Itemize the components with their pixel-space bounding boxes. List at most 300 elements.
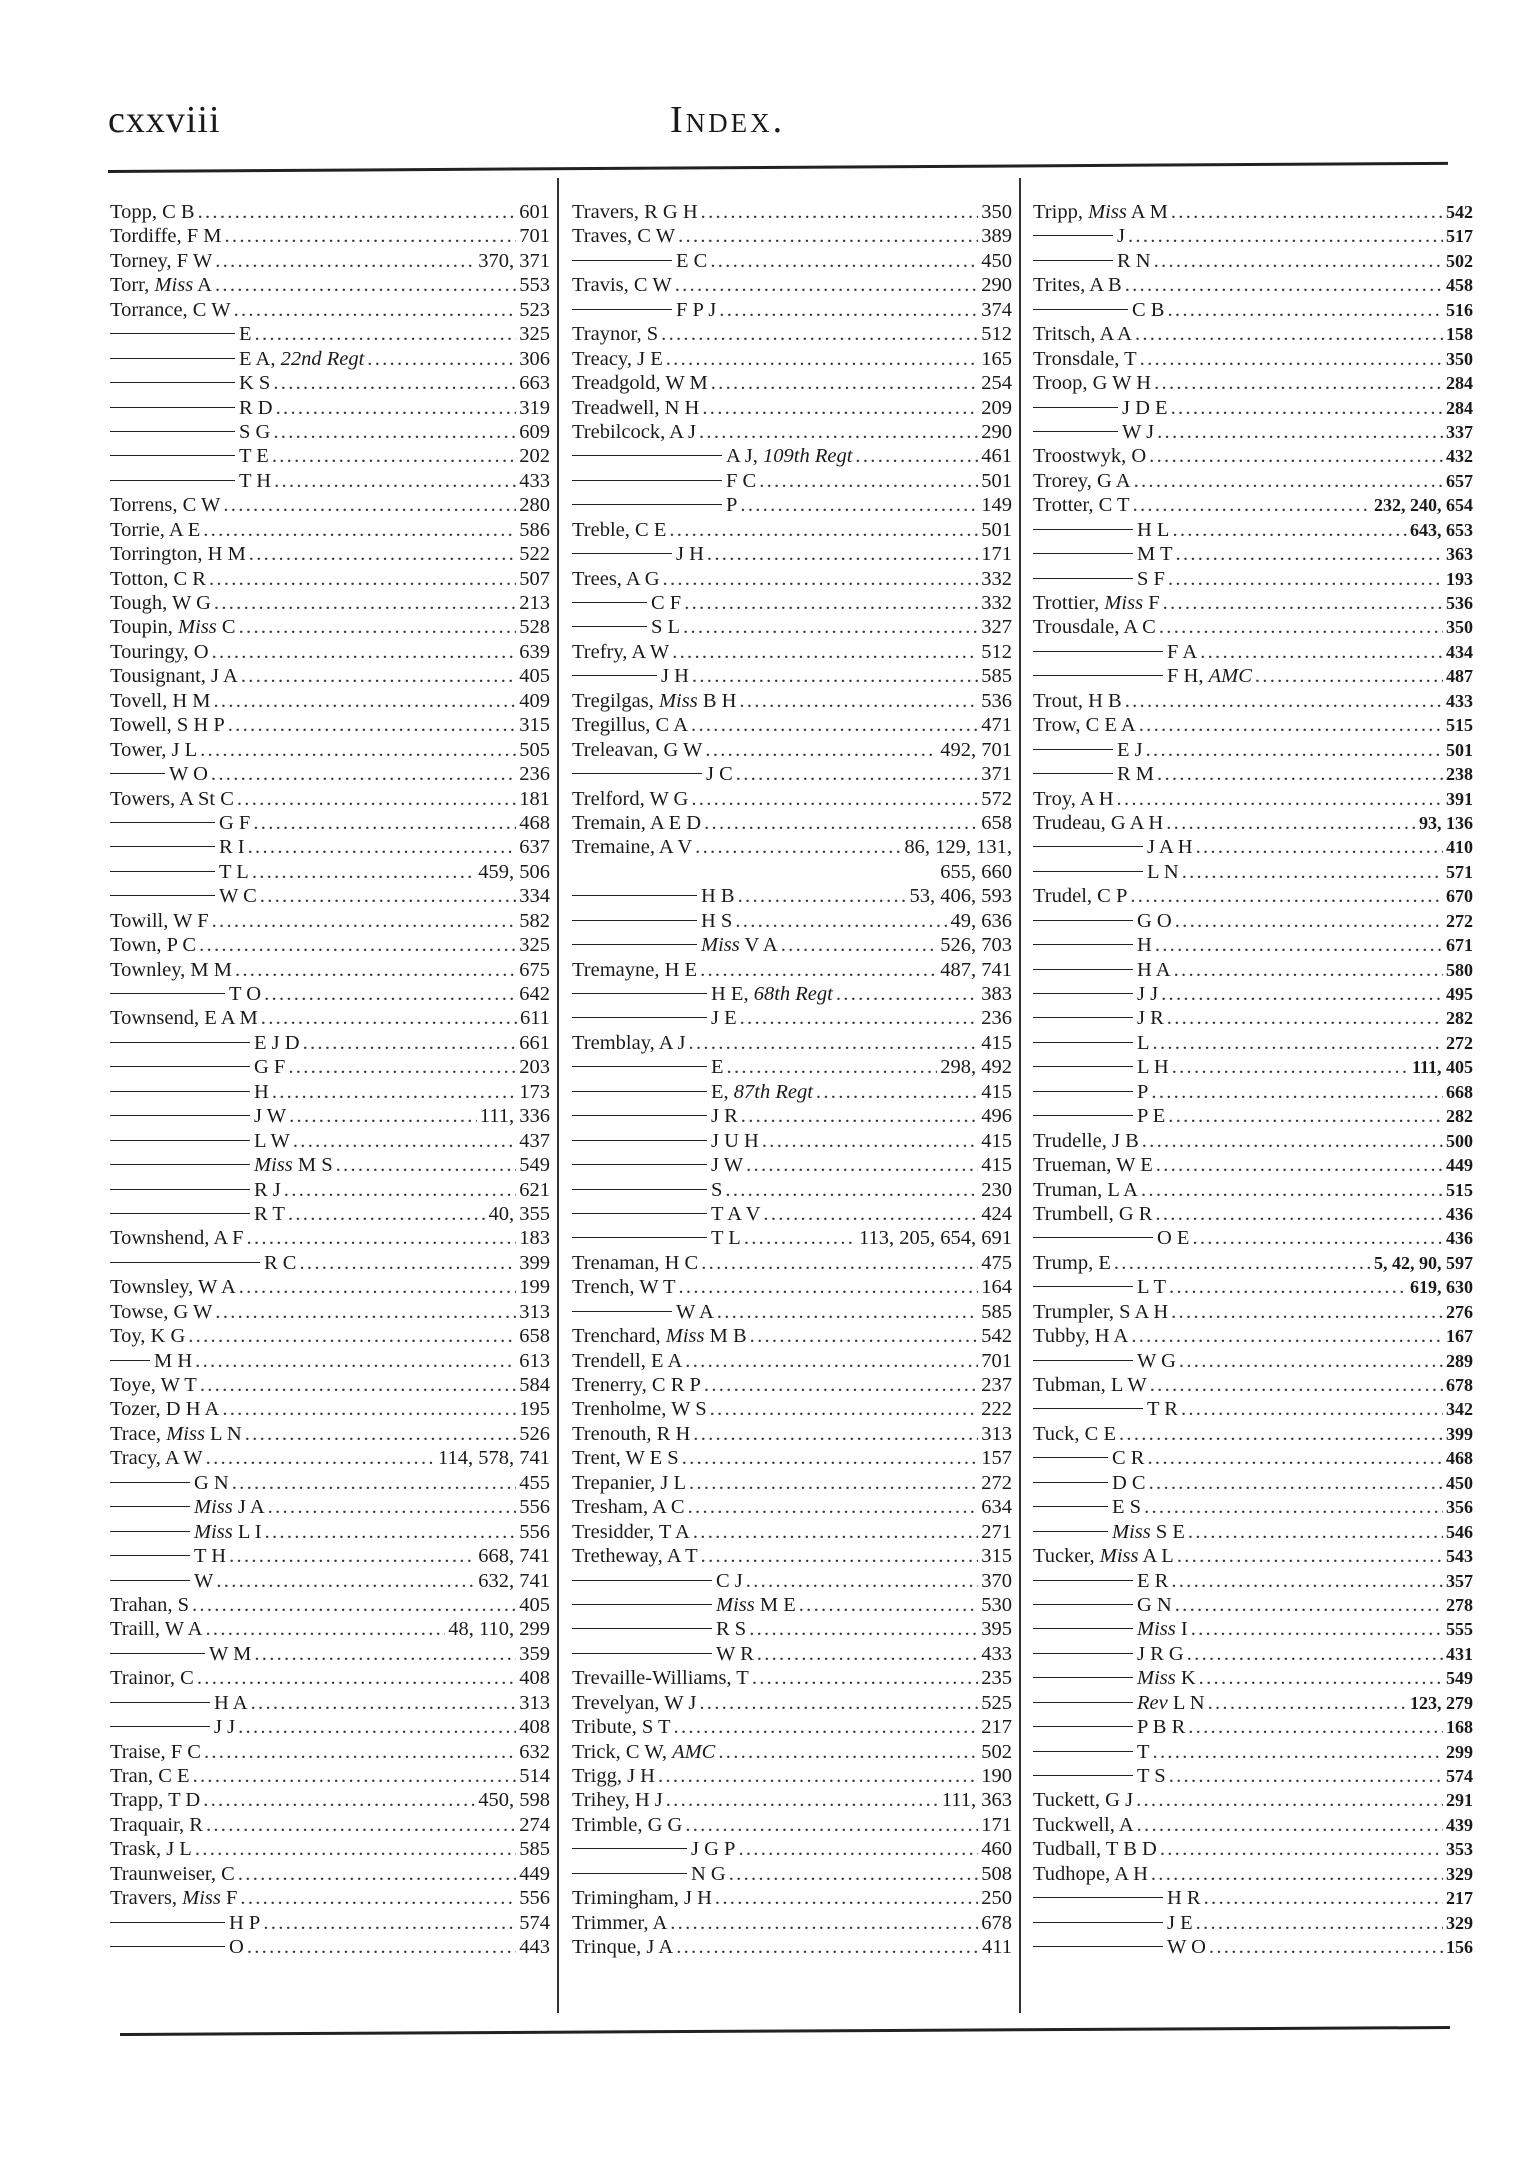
index-entry-name: Treadwell, N H xyxy=(572,396,700,419)
index-entry xyxy=(572,1911,1012,1935)
index-entry-name: J U H xyxy=(711,1129,759,1152)
index-entry-pages: 632 xyxy=(519,1740,550,1763)
leader-dots xyxy=(247,1935,516,1959)
index-entry xyxy=(572,1520,1012,1544)
index-entry-pages: 199 xyxy=(519,1276,550,1299)
index-entry-name: H xyxy=(254,1080,269,1103)
index-entry-pages: 678 xyxy=(981,1911,1012,1934)
index-entry xyxy=(1033,664,1473,688)
index-entry-pages: 329 xyxy=(1446,1912,1473,1933)
leader-dots xyxy=(746,1569,978,1593)
index-entry-name: T R xyxy=(1147,1398,1178,1421)
index-entry-pages: 487, 741 xyxy=(940,958,1012,981)
leader-dots xyxy=(238,1715,516,1739)
ditto-rule xyxy=(1033,1775,1133,1776)
index-entry xyxy=(572,982,1012,1006)
index-entry xyxy=(572,1006,1012,1030)
leader-dots xyxy=(1154,249,1443,273)
index-entry-name: T H xyxy=(194,1545,227,1568)
index-entry-pages: 701 xyxy=(519,225,550,248)
index-entry-name: G F xyxy=(254,1056,286,1079)
leader-dots xyxy=(1163,591,1443,615)
leader-dots xyxy=(1125,689,1443,713)
index-entry-pages: 580 xyxy=(1446,959,1473,980)
leader-dots xyxy=(759,469,978,493)
index-entry xyxy=(110,933,550,957)
index-entry xyxy=(572,249,1012,273)
leader-dots xyxy=(264,982,516,1006)
index-entry-pages: 543 xyxy=(1446,1546,1473,1567)
index-entry xyxy=(1033,1080,1473,1104)
index-entry xyxy=(1033,1911,1473,1935)
index-column-3 xyxy=(1033,200,1473,1960)
index-entry-pages: 173 xyxy=(519,1080,550,1103)
index-entry-pages: 250 xyxy=(981,1887,1012,1910)
leader-dots xyxy=(700,958,937,982)
ditto-rule xyxy=(572,1115,707,1116)
index-entry-pages: 443 xyxy=(519,1936,550,1959)
index-entry-pages: 475 xyxy=(981,1251,1012,1274)
index-entry-pages: 272 xyxy=(1446,1032,1473,1053)
leader-dots xyxy=(203,518,516,542)
leader-dots xyxy=(1130,884,1443,908)
index-entry xyxy=(110,1544,550,1568)
index-entry-name: O xyxy=(229,1936,244,1959)
index-entry-pages: 512 xyxy=(981,323,1012,346)
index-column-1 xyxy=(110,200,550,1960)
index-entry-pages: 235 xyxy=(981,1667,1012,1690)
index-entry-name: H xyxy=(1137,934,1152,957)
index-entry-name: T H xyxy=(239,469,272,492)
index-entry-pages: 574 xyxy=(519,1911,550,1934)
index-entry-pages: 415 xyxy=(981,1129,1012,1152)
leader-dots xyxy=(685,1349,978,1373)
index-entry-name: Trapp, T D xyxy=(110,1789,201,1812)
leader-dots xyxy=(692,664,978,688)
index-entry-pages: 383 xyxy=(981,983,1012,1005)
index-entry-pages: 502 xyxy=(981,1740,1012,1763)
ditto-rule xyxy=(1033,1702,1133,1703)
ditto-rule xyxy=(1033,1897,1163,1898)
index-entry-name: Tremblay, A J xyxy=(572,1031,686,1054)
ditto-rule xyxy=(572,920,697,921)
index-entry-name: Towse, G W xyxy=(110,1300,213,1323)
index-entry-name: J A H xyxy=(1147,836,1193,859)
index-entry-name: Tovell, H M xyxy=(110,689,211,712)
index-entry-name: F P J xyxy=(676,298,717,321)
ditto-rule xyxy=(1033,749,1113,750)
leader-dots xyxy=(251,1691,517,1715)
index-entry xyxy=(1033,860,1473,884)
index-entry-name: L xyxy=(1137,1031,1150,1054)
index-entry-name: Toupin, Miss C xyxy=(110,616,236,639)
index-entry-name: Trump, E xyxy=(1033,1251,1111,1274)
index-entry-name: E C xyxy=(676,249,708,272)
index-entry-name: P B R xyxy=(1137,1716,1186,1739)
index-entry-pages: 410 xyxy=(1446,837,1473,858)
index-entry-name: J R G xyxy=(1137,1642,1184,1665)
leader-dots xyxy=(1191,1617,1443,1641)
index-entry-name: O E xyxy=(1157,1227,1190,1250)
ditto-rule xyxy=(1033,578,1133,579)
index-entry-pages: 48, 110, 299 xyxy=(448,1618,550,1641)
index-entry xyxy=(572,396,1012,420)
index-entry-name: Traynor, S xyxy=(572,323,659,346)
index-entry-name: Trahan, S xyxy=(110,1593,189,1616)
index-entry xyxy=(1033,347,1473,371)
index-entry xyxy=(110,1911,550,1935)
index-entry-name: S L xyxy=(651,616,681,639)
leader-dots xyxy=(1172,518,1407,542)
index-entry-name: Tritsch, A A xyxy=(1033,323,1132,346)
leader-dots xyxy=(1255,664,1443,688)
leader-dots xyxy=(740,1006,979,1030)
index-entry xyxy=(1033,811,1473,835)
index-entry-name: Tubman, L W xyxy=(1033,1374,1147,1396)
ditto-rule xyxy=(572,1066,707,1067)
index-entry-pages: 450 xyxy=(981,249,1012,272)
index-entry xyxy=(572,1324,1012,1348)
index-entry-pages: 556 xyxy=(519,1496,550,1519)
index-entry-pages: 619, 630 xyxy=(1410,1277,1473,1298)
index-entry xyxy=(110,1740,550,1764)
index-entry xyxy=(572,1129,1012,1153)
index-entry xyxy=(572,787,1012,811)
leader-dots xyxy=(276,396,517,420)
index-entry-pages: 203 xyxy=(519,1056,550,1079)
leader-dots xyxy=(1181,1397,1443,1421)
ditto-rule xyxy=(572,773,702,774)
ditto-rule xyxy=(1033,1017,1133,1018)
index-entry-pages: 332 xyxy=(981,592,1012,614)
index-entry-name: R M xyxy=(1117,763,1155,786)
ditto-rule xyxy=(572,480,722,481)
leader-dots xyxy=(701,1251,978,1275)
leader-dots xyxy=(757,1642,978,1666)
index-entry-name: M H xyxy=(154,1349,193,1372)
index-entry-pages: 668, 741 xyxy=(478,1545,550,1568)
index-entry-name: M T xyxy=(1137,543,1173,566)
ditto-rule xyxy=(1033,1922,1163,1923)
page-number: cxxviii xyxy=(108,99,221,141)
index-entry-pages: 658 xyxy=(981,811,1012,834)
index-entry-name: Trueman, W E xyxy=(1033,1154,1153,1177)
index-entry-pages: 111, 363 xyxy=(941,1789,1012,1812)
index-entry-name: Trimble, G G xyxy=(572,1813,683,1836)
leader-dots xyxy=(750,1324,979,1348)
ditto-rule xyxy=(1033,1751,1133,1752)
index-entry xyxy=(110,224,550,248)
leader-dots xyxy=(669,518,978,542)
index-entry-pages: 657 xyxy=(1446,470,1473,491)
leader-dots xyxy=(684,591,978,615)
index-entry-pages: 313 xyxy=(981,1422,1012,1445)
leader-dots xyxy=(1188,1520,1443,1544)
ditto-rule xyxy=(1033,235,1113,236)
leader-dots xyxy=(273,371,516,395)
ditto-rule xyxy=(572,602,647,603)
index-entry-pages: 461 xyxy=(981,445,1012,468)
index-entry-pages: 299 xyxy=(1446,1741,1473,1762)
index-entry xyxy=(110,811,550,835)
index-entry xyxy=(572,1788,1012,1812)
index-entry-pages: 496 xyxy=(981,1105,1012,1128)
leader-dots xyxy=(1171,1569,1443,1593)
index-entry xyxy=(110,1006,550,1030)
index-entry-pages: 639 xyxy=(519,640,550,663)
index-entry xyxy=(572,738,1012,762)
index-entry xyxy=(110,1935,550,1959)
index-entry xyxy=(1033,689,1473,713)
index-entry-pages: 556 xyxy=(519,1520,550,1543)
index-entry-name: Trevelyan, W J xyxy=(572,1691,697,1714)
index-entry xyxy=(1033,909,1473,933)
leader-dots xyxy=(273,420,516,444)
index-entry-name: R S xyxy=(716,1618,747,1641)
index-entry-pages: 458 xyxy=(1446,275,1473,296)
index-entry-pages: 238 xyxy=(1446,764,1473,785)
leader-dots xyxy=(245,1422,517,1446)
index-entry-pages: 525 xyxy=(981,1691,1012,1714)
index-entry-name: S G xyxy=(239,420,271,443)
leader-dots xyxy=(1168,1104,1443,1128)
leader-dots xyxy=(670,1911,978,1935)
leader-dots xyxy=(1153,1740,1443,1764)
index-entry-name: Tower, J L xyxy=(110,738,198,761)
index-entry-name: Tuckett, G J xyxy=(1033,1789,1134,1812)
index-entry-pages: 542 xyxy=(981,1325,1012,1348)
index-entry-name: T xyxy=(1137,1740,1150,1763)
ditto-rule xyxy=(110,773,165,774)
leader-dots xyxy=(1134,469,1443,493)
index-entry xyxy=(1033,1129,1473,1153)
leader-dots xyxy=(255,322,517,346)
index-entry-name: Trick, C W, AMC xyxy=(572,1740,716,1763)
index-entry-name: Trumpler, S A H xyxy=(1033,1300,1169,1323)
ditto-rule xyxy=(1033,1506,1108,1507)
leader-dots xyxy=(1167,1006,1443,1030)
ditto-rule xyxy=(110,1115,250,1116)
index-entry-name: Tripp, Miss A M xyxy=(1033,201,1168,223)
index-entry-name: Traunweiser, C xyxy=(110,1862,235,1885)
ditto-rule xyxy=(572,1189,707,1190)
index-entry-pages: 315 xyxy=(981,1545,1012,1568)
leader-dots xyxy=(702,396,978,420)
leader-dots xyxy=(1160,1837,1443,1861)
leader-dots xyxy=(289,1104,477,1128)
index-column-2 xyxy=(572,200,1012,1960)
leader-dots xyxy=(1139,713,1443,737)
leader-dots xyxy=(1119,1422,1443,1446)
leader-dots xyxy=(1187,1642,1443,1666)
ditto-rule xyxy=(1033,1580,1133,1581)
index-entry-pages: 663 xyxy=(519,372,550,395)
index-entry-name: Trumbell, G R xyxy=(1033,1202,1153,1225)
index-entry xyxy=(572,1349,1012,1373)
index-entry-name: Travers, R G H xyxy=(572,201,698,223)
index-entry-pages: 411 xyxy=(982,1936,1012,1959)
index-entry-pages: 670 xyxy=(1446,886,1473,907)
index-entry-pages: 315 xyxy=(519,714,550,737)
leader-dots xyxy=(1125,273,1443,297)
leader-dots xyxy=(661,322,978,346)
index-entry-pages: 232, 240, 654 xyxy=(1374,495,1473,516)
index-entry-pages: 195 xyxy=(519,1398,550,1421)
leader-dots xyxy=(1171,396,1443,420)
leader-dots xyxy=(729,1862,979,1886)
leader-dots xyxy=(232,1471,517,1495)
index-entry-pages: 202 xyxy=(519,445,550,468)
ditto-rule xyxy=(572,504,722,505)
ditto-rule xyxy=(110,1531,190,1532)
index-entry xyxy=(1033,1569,1473,1593)
index-entry xyxy=(110,1666,550,1690)
index-entry-pages: 363 xyxy=(1446,544,1473,565)
index-entry-name: C J xyxy=(716,1569,743,1592)
leader-dots xyxy=(1159,615,1443,639)
index-entry-pages: 611 xyxy=(520,1007,550,1030)
index-entry-name: W G xyxy=(1137,1349,1176,1372)
ditto-rule xyxy=(1033,920,1133,921)
index-entry-pages: 613 xyxy=(519,1349,550,1372)
index-entry xyxy=(572,958,1012,982)
leader-dots xyxy=(704,811,978,835)
index-entry-name: E, 87th Regt xyxy=(711,1080,813,1103)
index-entry-pages: 93, 136 xyxy=(1419,812,1473,833)
index-entry-name: Miss S E xyxy=(1112,1520,1185,1543)
index-entry xyxy=(1033,762,1473,786)
index-entry-pages: 209 xyxy=(981,396,1012,419)
index-entry xyxy=(572,273,1012,297)
index-entry xyxy=(110,567,550,591)
index-entry-name: Troop, G W H xyxy=(1033,372,1152,395)
index-entry xyxy=(572,1178,1012,1202)
index-entry-pages: 515 xyxy=(1446,715,1473,736)
index-entry-pages: 528 xyxy=(519,616,550,639)
leader-dots xyxy=(1137,1813,1443,1837)
index-entry-pages: 450 xyxy=(1446,1472,1473,1493)
ditto-rule xyxy=(572,260,672,261)
index-entry xyxy=(110,689,550,713)
leader-dots xyxy=(799,1593,979,1617)
index-entry-name: Troostwyk, O xyxy=(1033,445,1147,468)
index-entry-pages: 298, 492 xyxy=(940,1056,1012,1079)
index-entry-pages: 586 xyxy=(519,518,550,541)
index-entry-name: Trenchard, Miss M B xyxy=(572,1325,747,1348)
leader-dots xyxy=(288,1055,516,1079)
index-entry-name: Trace, Miss L N xyxy=(110,1422,242,1445)
index-entry-pages: 350 xyxy=(981,201,1012,223)
index-entry xyxy=(1033,1544,1473,1568)
leader-dots xyxy=(715,1886,978,1910)
index-entry-pages: 236 xyxy=(981,1007,1012,1030)
index-entry xyxy=(572,1202,1012,1226)
index-entry-pages: 395 xyxy=(981,1618,1012,1641)
index-entry-pages: 555 xyxy=(1446,1619,1473,1640)
leader-dots xyxy=(682,1446,979,1470)
index-entry-pages: 342 xyxy=(1446,1399,1473,1420)
leader-dots xyxy=(739,689,978,713)
leader-dots xyxy=(1156,1153,1443,1177)
index-entry-name: Town, P C xyxy=(110,934,197,957)
index-entry-pages: 432 xyxy=(1446,446,1473,467)
index-entry xyxy=(572,1544,1012,1568)
index-entry xyxy=(572,762,1012,786)
leader-dots xyxy=(209,567,516,591)
index-entry-pages: 542 xyxy=(1446,202,1473,222)
index-entry xyxy=(572,1471,1012,1495)
index-entry xyxy=(572,1104,1012,1128)
index-entry-pages: 658 xyxy=(519,1325,550,1348)
ditto-rule xyxy=(572,1580,712,1581)
index-entry-name: H R xyxy=(1167,1887,1201,1910)
ditto-rule xyxy=(1033,309,1128,310)
index-entry-name: Trent, W E S xyxy=(572,1447,679,1470)
index-entry xyxy=(110,1788,550,1812)
index-entry-name: Tucker, Miss A L xyxy=(1033,1545,1174,1568)
index-entry-pages: 415 xyxy=(981,1031,1012,1054)
leader-dots xyxy=(1171,1300,1443,1324)
ditto-rule xyxy=(1033,993,1133,994)
index-entry xyxy=(1033,738,1473,762)
ditto-rule xyxy=(110,1091,250,1092)
leader-dots xyxy=(763,1202,978,1226)
leader-dots xyxy=(1161,982,1443,1006)
index-entry xyxy=(1033,1471,1473,1495)
index-entry xyxy=(572,1593,1012,1617)
index-entry-pages: 436 xyxy=(1446,1228,1473,1249)
index-entry-pages: 237 xyxy=(981,1374,1012,1396)
leader-dots xyxy=(674,1715,979,1739)
leader-dots xyxy=(1196,1911,1443,1935)
leader-dots xyxy=(212,640,517,664)
index-entry-pages: 391 xyxy=(1446,788,1473,809)
index-entry-name: Trendell, E A xyxy=(572,1349,683,1372)
index-entry-pages: 222 xyxy=(981,1398,1012,1421)
index-entry xyxy=(110,1300,550,1324)
index-entry-pages: 571 xyxy=(1446,861,1473,882)
ditto-rule xyxy=(110,1042,250,1043)
leader-dots xyxy=(1169,1764,1443,1788)
index-entry-name: Traill, W A xyxy=(110,1618,203,1641)
leader-dots xyxy=(666,347,979,371)
index-entry-name: H E, 68th Regt xyxy=(711,983,833,1005)
ditto-rule xyxy=(572,993,707,994)
index-entry xyxy=(572,1666,1012,1690)
index-entry-name: Trudelle, J B xyxy=(1033,1129,1139,1152)
index-entry xyxy=(1033,1886,1473,1910)
leader-dots xyxy=(272,444,516,468)
index-entry xyxy=(1033,933,1473,957)
index-entry xyxy=(572,1691,1012,1715)
index-entry xyxy=(110,982,550,1006)
index-entry-pages: 183 xyxy=(519,1227,550,1250)
index-entry xyxy=(1033,1691,1473,1715)
index-entry-name: Towell, S H P xyxy=(110,714,225,737)
index-entry-name: Touringy, O xyxy=(110,640,209,663)
leader-dots xyxy=(228,713,517,737)
index-entry-pages: 609 xyxy=(519,420,550,443)
index-entry-name: Tough, W G xyxy=(110,592,211,614)
index-entry-name: L H xyxy=(1137,1056,1169,1079)
index-entry-pages: 523 xyxy=(519,298,550,321)
index-entry-name: Tran, C E xyxy=(110,1765,190,1787)
index-entry-name: J J xyxy=(214,1716,236,1739)
leader-dots xyxy=(689,1471,978,1495)
leader-dots xyxy=(719,298,978,322)
leader-dots xyxy=(215,1300,516,1324)
index-entry-pages: 501 xyxy=(981,469,1012,492)
